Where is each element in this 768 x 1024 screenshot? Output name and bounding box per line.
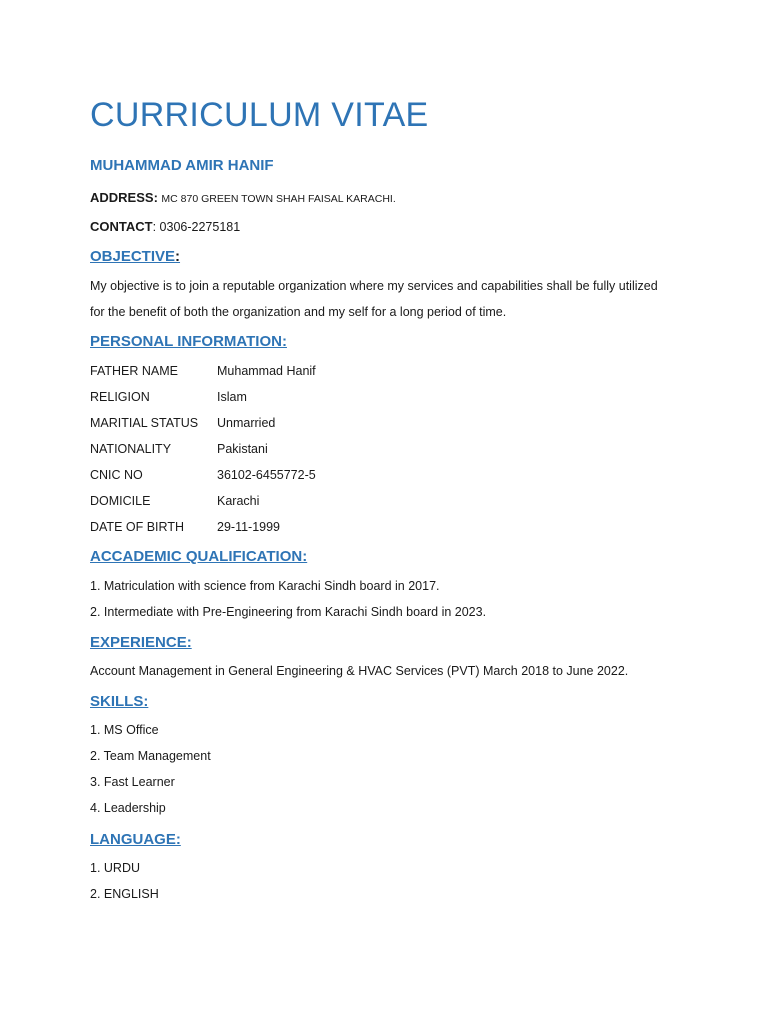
personal-info-value: Muhammad Hanif — [217, 364, 316, 378]
language-item: 2. ENGLISH — [90, 887, 159, 901]
personal-info-row — [90, 494, 490, 512]
document-title: CURRICULUM VITAE — [90, 96, 429, 134]
personal-info-row — [90, 520, 490, 538]
personal-info-label: MARITIAL STATUS — [90, 416, 199, 430]
language-item: 1. URDU — [90, 861, 141, 875]
skills-heading: SKILLS: — [90, 693, 149, 710]
personal-info-value: Unmarried — [217, 416, 276, 430]
language-heading: LANGUAGE: — [90, 831, 181, 848]
address-value: MC 870 GREEN TOWN SHAH FAISAL KARACHI. — [161, 193, 396, 205]
objective-colon: : — [175, 248, 181, 265]
address-label: ADDRESS: — [90, 190, 158, 205]
contact-line — [90, 219, 240, 234]
personal-info-label: NATIONALITY — [90, 442, 172, 456]
candidate-name: MUHAMMAD AMIR HANIF — [90, 157, 274, 174]
academic-heading: ACCADEMIC QUALIFICATION: — [90, 548, 308, 565]
personal-info-value: Pakistani — [217, 442, 268, 456]
contact-label: CONTACT — [90, 219, 153, 234]
personal-info-label: RELIGION — [90, 390, 150, 404]
skill-item: 1. MS Office — [90, 723, 159, 737]
objective-heading: OBJECTIVE: — [90, 248, 181, 265]
personal-info-label: FATHER NAME — [90, 364, 178, 378]
personal-info-row — [90, 416, 490, 434]
objective-line-2: for the benefit of both the organization and my self for a long period of time. — [90, 305, 507, 319]
objective-line-1: My objective is to join a reputable organization where my services and capabilities shall be fully utilized — [90, 279, 658, 293]
address-line — [90, 190, 396, 205]
contact-value: : 0306-2275181 — [152, 220, 241, 234]
personal-info-row — [90, 442, 490, 460]
skill-item: 4. Leadership — [90, 801, 166, 815]
experience-heading: EXPERIENCE: — [90, 634, 192, 651]
personal-info-value: Islam — [217, 390, 247, 404]
academic-item: 1. Matriculation with science from Karachi Sindh board in 2017. — [90, 579, 440, 593]
personal-info-row — [90, 364, 490, 382]
personal-info-heading: PERSONAL INFORMATION: — [90, 333, 287, 350]
academic-item: 2. Intermediate with Pre-Engineering from Karachi Sindh board in 2023. — [90, 605, 487, 619]
experience-item: Account Management in General Engineering & HVAC Services (PVT) March 2018 to June 2022. — [90, 664, 629, 678]
personal-info-label: DOMICILE — [90, 494, 151, 508]
skill-item: 2. Team Management — [90, 749, 211, 763]
personal-info-value: 36102-6455772-5 — [217, 468, 316, 482]
personal-info-row — [90, 390, 490, 408]
personal-info-label: CNIC NO — [90, 468, 143, 482]
personal-info-value: 29-11-1999 — [217, 520, 281, 534]
objective-text — [90, 273, 690, 325]
personal-info-label: DATE OF BIRTH — [90, 520, 184, 534]
skill-item: 3. Fast Learner — [90, 775, 175, 789]
personal-info-value: Karachi — [217, 494, 260, 508]
personal-info-row — [90, 468, 490, 486]
